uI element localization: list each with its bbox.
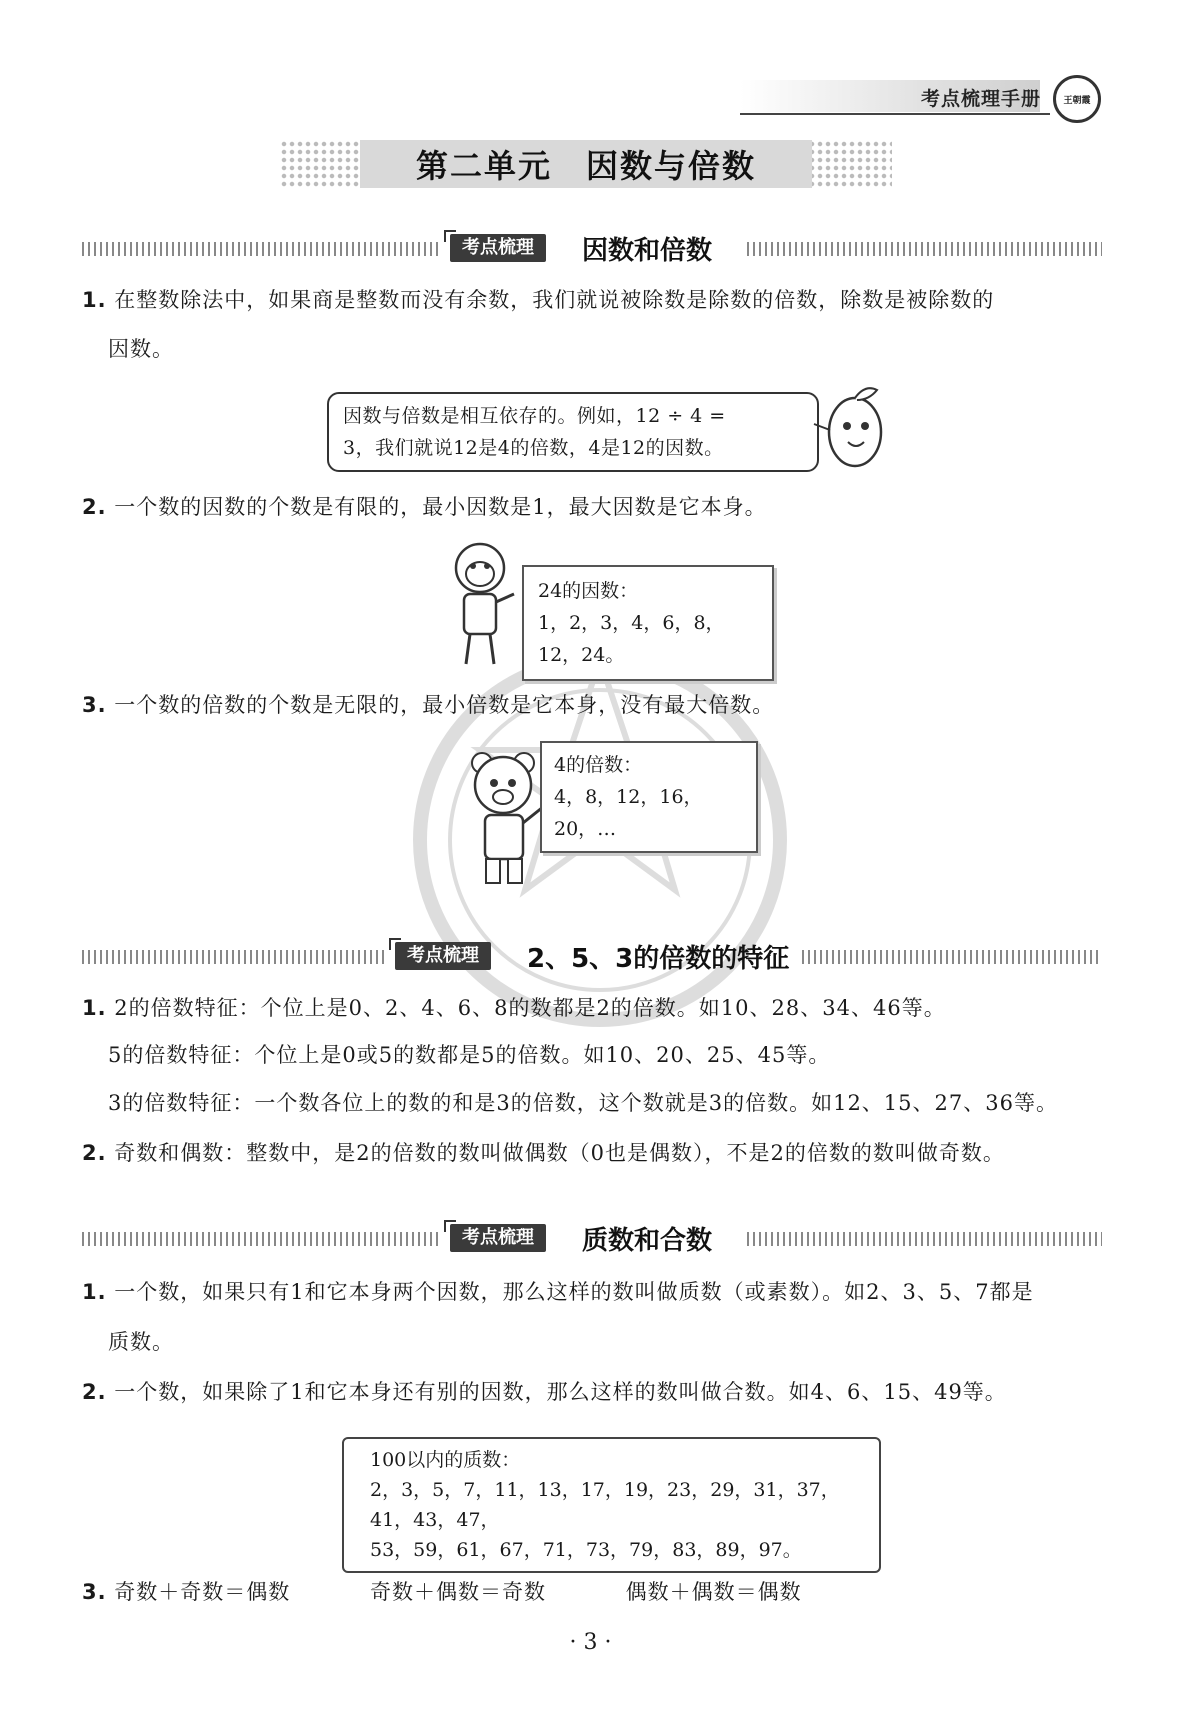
item-text: 奇数和偶数：整数中，是2的倍数的数叫做偶数（0也是偶数），不是2的倍数的数叫做奇数。 [114, 1141, 1005, 1165]
section-header-factors [82, 232, 1102, 266]
unit-title: 第二单元 因数与倍数 [360, 140, 812, 188]
header-title: 考点梳理手册 [920, 88, 1041, 110]
rule-odd-even: 奇数＋偶数＝奇数 [369, 1580, 546, 1604]
section-tag: 考点梳理 [450, 1224, 546, 1252]
section-title: 因数和倍数 [582, 236, 713, 266]
item-text: 一个数，如果除了1和它本身还有别的因数，那么这样的数叫做合数。如4、6、15、49等。 [114, 1380, 1007, 1404]
trait-item-1: 1. 2的倍数特征：个位上是0、2、4、6、8的数都是2的倍数。如10、28、34、46等。 [82, 996, 946, 1020]
primes-under-100-box: 100以内的质数： 2，3，5，7，11，13，17，19，23，29，31，37，41，43，47， 53，59，61，67，71，73，79，83，89，97。 [342, 1437, 881, 1573]
item-text: 2的倍数特征：个位上是0、2、4、6、8的数都是2的倍数。如10、28、34、46等。 [114, 996, 946, 1020]
item-1-cont: 因数。 [108, 337, 174, 361]
brand-logo [1053, 75, 1101, 123]
section-header-primes [82, 1222, 1102, 1256]
bear-mascot-icon [460, 745, 550, 895]
trait-item-2: 2. 奇数和偶数：整数中，是2的倍数的数叫做偶数（0也是偶数），不是2的倍数的数叫做奇数。 [82, 1141, 1005, 1165]
speech-bubble: 因数与倍数是相互依存的。例如，12 ÷ 4 = 3，我们就说12是4的倍数，4是12的因数。 [327, 392, 819, 472]
item-text: 在整数除法中，如果商是整数而没有余数，我们就说被除数是除数的倍数，除数是被除数的 [114, 288, 995, 312]
section-tag: 考点梳理 [450, 234, 546, 262]
item-3: 3. 一个数的倍数的个数是无限的，最小倍数是它本身，没有最大倍数。 [82, 693, 775, 717]
multiples-of-4-box: 4的倍数： 4，8，12，16，20，… [540, 741, 758, 853]
item-2: 2. 一个数的因数的个数是有限的，最小因数是1，最大因数是它本身。 [82, 495, 767, 519]
section-title: 质数和合数 [582, 1226, 713, 1256]
section-header-multiples-traits [82, 940, 1102, 974]
item-text: 一个数的因数的个数是有限的，最小因数是1，最大因数是它本身。 [114, 495, 767, 519]
header-rule [740, 113, 1050, 115]
prime-item-2: 2. 一个数，如果除了1和它本身还有别的因数，那么这样的数叫做合数。如4、6、15、49等。 [82, 1380, 1007, 1404]
item-text: 一个数，如果只有1和它本身两个因数，那么这样的数叫做质数（或素数）。如2、3、5、7都是 [114, 1280, 1034, 1304]
prime-item-1: 1. 一个数，如果只有1和它本身两个因数，那么这样的数叫做质数（或素数）。如2、3、5、7都是 [82, 1280, 1034, 1304]
section-tag: 考点梳理 [395, 942, 491, 970]
item-1: 1. 在整数除法中，如果商是整数而没有余数，我们就说被除数是除数的倍数，除数是被除数的 [82, 288, 995, 312]
factors-of-24-box: 24的因数： 1，2，3，4，6，8，12，24。 [522, 565, 774, 681]
rule-even-even: 偶数＋偶数＝偶数 [625, 1580, 802, 1604]
rule-odd-odd: 奇数＋奇数＝偶数 [114, 1580, 291, 1604]
page-number: · 3 · [569, 1630, 612, 1655]
potato-mascot-icon [810, 382, 890, 474]
trait-item-3: 3的倍数特征：一个数各位上的数的和是3的倍数，这个数就是3的倍数。如12、15、27、36等。 [108, 1091, 1058, 1115]
item-text: 一个数的倍数的个数是无限的，最小倍数是它本身，没有最大倍数。 [114, 693, 775, 717]
section-title: 2、5、3的倍数的特征 [527, 944, 790, 974]
monkey-mascot-icon [440, 538, 520, 668]
unit-title-banner [280, 140, 892, 188]
prime-item-1-cont: 质数。 [108, 1330, 174, 1354]
brand-logo-text: 王朝霞 [1063, 95, 1091, 106]
parity-rules: 3. 奇数＋奇数＝偶数 奇数＋偶数＝奇数 偶数＋偶数＝偶数 [82, 1580, 802, 1604]
trait-item-5: 5的倍数特征：个位上是0或5的数都是5的倍数。如10、20、25、45等。 [108, 1043, 831, 1067]
